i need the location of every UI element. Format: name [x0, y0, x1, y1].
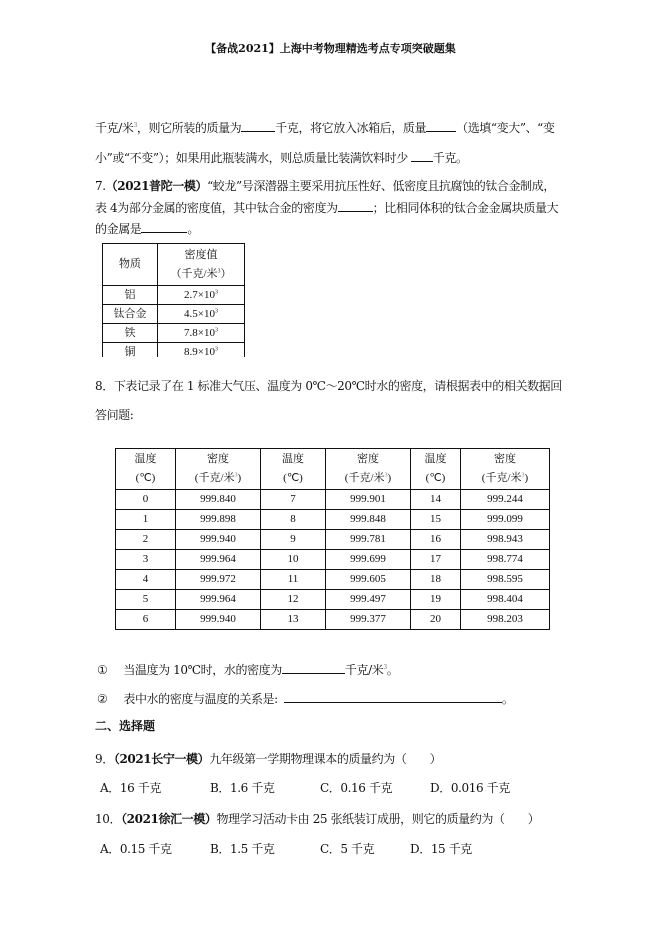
superscript: 3	[383, 664, 387, 671]
cell-density: 999.244	[461, 490, 550, 510]
table-row	[116, 610, 550, 630]
header-unit: (℃)	[283, 472, 303, 484]
density-value: 8.9×10	[184, 346, 215, 357]
answer-blank[interactable]	[282, 661, 345, 674]
cell-temperature: 20	[411, 610, 461, 630]
water-density-table	[115, 448, 550, 630]
header-temperature	[116, 449, 176, 490]
page-header-title: 【备战2021】上海中考物理精选考点专项突破题集	[205, 42, 456, 55]
cell-density: 998.203	[461, 610, 550, 630]
header-density	[326, 449, 411, 490]
q10-stem	[95, 811, 539, 827]
exponent: 3	[214, 346, 218, 353]
cell-density	[158, 324, 245, 343]
header-unit	[176, 469, 260, 488]
cell-temperature: 11	[261, 570, 326, 590]
unit-text: (千克/米	[344, 472, 385, 484]
header-label: 密度	[207, 453, 229, 465]
cell-density: 999.699	[326, 550, 411, 570]
table-row	[103, 343, 245, 358]
table-row	[116, 490, 550, 510]
circled-number: ②	[97, 692, 108, 706]
text: ，则它所装的质量为	[136, 121, 242, 135]
cell-temperature: 6	[116, 610, 176, 630]
cell-density: 999.940	[176, 610, 261, 630]
q10-option-d[interactable]: D．15 千克	[410, 842, 472, 856]
text: 。	[501, 692, 514, 706]
exponent: 3	[214, 327, 218, 334]
header-label: 密度	[494, 453, 516, 465]
cell-material: 铜	[103, 343, 158, 358]
q7-line-2	[95, 199, 558, 216]
header-unit	[326, 469, 410, 488]
cell-density: 999.840	[176, 490, 261, 510]
q8-sub-question-1	[97, 661, 398, 678]
cell-temperature: 8	[261, 510, 326, 530]
exponent: 3	[214, 289, 218, 296]
metal-density-table	[102, 243, 245, 357]
exponent: 3	[214, 308, 218, 315]
answer-blank[interactable]	[426, 119, 456, 132]
superscript: 3	[217, 267, 221, 274]
cell-temperature: 9	[261, 530, 326, 550]
text: 小”或“不变”）；如果用此瓶装满水，则总质量比装满饮料时少	[95, 151, 408, 165]
cell-density: 998.943	[461, 530, 550, 550]
superscript: 3	[384, 472, 388, 479]
cell-temperature: 16	[411, 530, 461, 550]
cell-material: 钛合金	[103, 305, 158, 324]
answer-blank[interactable]	[241, 119, 275, 132]
question-number: 10．	[95, 812, 122, 826]
superscript: 3	[234, 472, 238, 479]
answer-blank[interactable]	[411, 149, 433, 162]
cell-density: 999.497	[326, 590, 411, 610]
header-density-unit	[158, 265, 244, 284]
question-text: 。	[187, 222, 200, 236]
question-text: 当温度为 10℃时，水的密度为	[123, 663, 282, 677]
prev-question-line-1	[95, 119, 555, 136]
table-row	[103, 324, 245, 343]
prev-question-line-2	[95, 149, 468, 166]
q10-option-c[interactable]: C．5 千克	[320, 842, 375, 856]
cell-density: 999.781	[326, 530, 411, 550]
header-temperature	[261, 449, 326, 490]
text: （选填“变大”、“变	[456, 121, 555, 135]
question-text: 物理学习活动卡由 25 张纸装订成册，则它的质量约为（ ）	[216, 812, 540, 826]
answer-blank[interactable]	[284, 690, 502, 703]
cell-temperature: 18	[411, 570, 461, 590]
question-text: 表 4为部分金属的密度值，其中钛合金的密度为	[95, 201, 338, 215]
table-row	[116, 510, 550, 530]
unit-text: (千克/米	[194, 472, 235, 484]
unit-text: ）	[220, 267, 232, 280]
header-unit: (℃)	[425, 472, 446, 484]
cell-temperature: 19	[411, 590, 461, 610]
cell-density: 999.901	[326, 490, 411, 510]
question-text: ；比相同体积的钛合金金属块质量大	[372, 201, 559, 215]
cell-temperature: 12	[261, 590, 326, 610]
header-material: 物质	[103, 244, 158, 286]
text: 千克。	[432, 151, 468, 165]
unit-text: )	[237, 472, 242, 484]
unit-text: 千克/米	[344, 663, 384, 677]
header-label: 温度	[134, 453, 157, 465]
circled-number: ①	[97, 663, 108, 677]
question-number: 7.	[95, 179, 106, 193]
cell-density: 999.964	[176, 550, 261, 570]
question-source: （2021普陀一模）	[105, 179, 208, 193]
cell-temperature: 14	[411, 490, 461, 510]
cell-density	[158, 305, 245, 324]
unit-text: )	[387, 472, 392, 484]
table-row	[103, 305, 245, 324]
density-value: 7.8×10	[184, 327, 215, 339]
header-label: 密度	[357, 453, 379, 465]
header-density	[176, 449, 261, 490]
cell-density: 998.404	[461, 590, 550, 610]
cell-density: 998.595	[461, 570, 550, 590]
cell-temperature: 3	[116, 550, 176, 570]
q8-line-1: 8．下表记录了在 1 标准大气压、温度为 0℃～20℃时水的密度，请根据表中的相关数据回	[95, 379, 562, 393]
table-row	[103, 286, 245, 305]
cell-density: 999.972	[176, 570, 261, 590]
cell-temperature: 15	[411, 510, 461, 530]
cell-temperature: 0	[116, 490, 176, 510]
q9-option-b[interactable]: B．1.6 千克	[210, 781, 275, 795]
cell-material: 铁	[103, 324, 158, 343]
cell-temperature: 4	[116, 570, 176, 590]
unit-text: )	[524, 472, 529, 484]
question-source: （2021徐汇一模）	[121, 812, 217, 826]
q7-line-1	[95, 178, 555, 194]
cell-temperature: 1	[116, 510, 176, 530]
superscript: 3	[133, 122, 137, 129]
header-unit	[461, 469, 549, 488]
question-source: （2021长宁一模）	[113, 752, 210, 766]
q9-option-d[interactable]: D．0.016 千克	[430, 781, 510, 795]
table-row	[116, 570, 550, 590]
cell-density: 999.377	[326, 610, 411, 630]
answer-blank[interactable]	[338, 199, 373, 212]
cell-density	[158, 286, 245, 305]
cell-density	[158, 343, 245, 358]
question-text: 九年级第一学期物理课本的质量约为（ ）	[209, 752, 442, 766]
cell-temperature: 5	[116, 590, 176, 610]
header-label: 温度	[424, 453, 447, 465]
water-density-table-body	[116, 490, 550, 630]
q9-option-c[interactable]: C．0.16 千克	[320, 781, 393, 795]
q7-line-3	[95, 220, 199, 237]
q9-stem	[95, 751, 441, 767]
text: 。	[386, 663, 399, 677]
cell-temperature: 13	[261, 610, 326, 630]
cell-temperature: 2	[116, 530, 176, 550]
density-value: 4.5×10	[184, 308, 215, 320]
header-unit: (℃)	[135, 472, 156, 484]
question-number: 9．	[95, 752, 114, 766]
cell-temperature: 7	[261, 490, 326, 510]
table-row	[116, 590, 550, 610]
q9-option-a[interactable]: A．16 千克	[100, 781, 161, 795]
table-row	[116, 550, 550, 570]
cell-material: 铝	[103, 286, 158, 305]
table-row	[116, 530, 550, 550]
unit-text: (千克/米	[481, 472, 522, 484]
table-header-row	[116, 449, 550, 490]
cell-density: 998.774	[461, 550, 550, 570]
cell-temperature: 10	[261, 550, 326, 570]
question-text: 的金属是	[95, 222, 142, 236]
text: 千克，将它放入冰箱后，质量	[275, 121, 427, 135]
cell-density: 999.848	[326, 510, 411, 530]
unit-text: 千克/米	[95, 121, 134, 135]
cell-density: 999.964	[176, 590, 261, 610]
cell-density: 999.898	[176, 510, 261, 530]
answer-blank[interactable]	[141, 220, 187, 233]
header-label: 温度	[282, 453, 304, 465]
q10-option-a[interactable]: A．0.15 千克	[100, 842, 172, 856]
question-text: 表中水的密度与温度的关系是:	[123, 692, 278, 706]
header-density-label: 密度值	[184, 248, 218, 261]
cell-density: 999.605	[326, 570, 411, 590]
unit-text: （千克/米	[170, 267, 218, 280]
metal-density-table-container	[102, 243, 245, 357]
cell-temperature: 17	[411, 550, 461, 570]
header-density	[158, 244, 245, 286]
density-value: 2.7×10	[184, 289, 215, 301]
q8-line-2: 答问题:	[95, 408, 134, 422]
section-title: 二、选择题	[95, 719, 156, 733]
table-header-row	[103, 244, 245, 286]
q8-sub-question-2	[97, 690, 513, 707]
header-density	[461, 449, 550, 490]
cell-density: 999.099	[461, 510, 550, 530]
cell-density: 999.940	[176, 530, 261, 550]
question-text: “蛟龙”号深潜器主要采用抗压性好、低密度且抗腐蚀的钛合金制成，	[207, 179, 555, 193]
header-temperature	[411, 449, 461, 490]
superscript: 3	[521, 472, 525, 479]
q10-option-b[interactable]: B．1.5 千克	[210, 842, 275, 856]
